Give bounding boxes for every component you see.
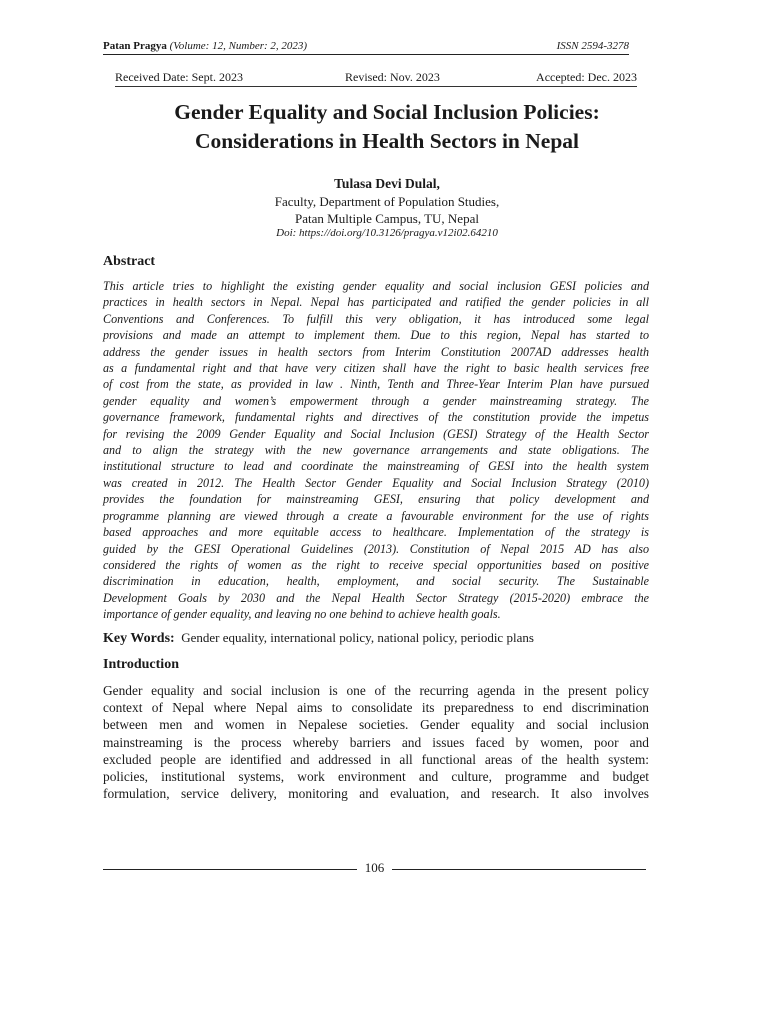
abstract-line: provides the foundation for mainstreaming GESI, ensuring that policy development and bbox=[103, 492, 649, 507]
introduction-heading: Introduction bbox=[103, 657, 179, 672]
doi-link[interactable]: Doi: https://doi.org/10.3126/pragya.v12i02.64210 bbox=[276, 227, 498, 239]
abstract-line: as a fundamental right and that have very citizen shall have the right to basic health services free bbox=[103, 361, 649, 376]
page-number: 106 bbox=[364, 860, 385, 875]
intro-line: policies, institutional systems, work environment and culture, programme and budget bbox=[103, 769, 649, 785]
abstract-line: of cost from the state, as provided in law . Ninth, Tenth and Three-Year Interim Plan have pursued bbox=[103, 377, 649, 392]
title-line: Gender Equality and Social Inclusion Policies: bbox=[174, 100, 600, 124]
keywords bbox=[103, 630, 534, 647]
journal-volume: (Volume: 12, Number: 2, 2023) bbox=[169, 40, 308, 52]
footer-rule bbox=[392, 869, 646, 870]
footer-rule bbox=[103, 869, 357, 870]
title-line: Considerations in Health Sectors in Nepal bbox=[194, 129, 580, 153]
abstract-line: for revising the 2009 Gender Equality and Social Inclusion (GESI) Strategy of the Health Sector bbox=[103, 426, 649, 441]
intro-line: mainstreaming is the process whereby barriers and issues faced by women, poor and bbox=[103, 734, 649, 750]
received-date: Received Date: Sept. 2023 bbox=[115, 70, 243, 84]
intro-line: context of Nepal where Nepal aims to consolidate its preparedness to end discrimination bbox=[103, 700, 649, 716]
abstract-line: This article tries to highlight the existing gender equality and social inclusion GESI policies and bbox=[103, 279, 649, 293]
article-title bbox=[100, 98, 674, 156]
intro-line: formulation, service delivery, monitoring and evaluation, and research. It also involves bbox=[103, 786, 649, 802]
abstract-line: Development Goals by 2030 and the Nepal Health Sector Strategy (2015-2020) embrace the bbox=[103, 590, 649, 605]
intro-line: Gender equality and social inclusion is one of the recurring agenda in the present policy bbox=[103, 683, 649, 698]
abstract-line: Conventions and Conferences. To fulfill this very obligation, it has introduced some legal bbox=[103, 311, 649, 326]
abstract-line: guided by the GESI Operational Guidelines (2013). Constitution of Nepal 2015 AD has also bbox=[103, 541, 649, 556]
author-affiliation: Faculty, Department of Population Studies, bbox=[274, 194, 500, 209]
abstract-line: based approaches and more equitable access to healthcare. Implementation of the strategy is bbox=[103, 525, 649, 540]
abstract-line: practices in health sectors in Nepal. Nepal has participated and ratified the gender policies in all bbox=[103, 295, 649, 310]
revised-date: Revised: Nov. 2023 bbox=[345, 70, 440, 84]
abstract-line: governance framework, fundamental rights and directives of the constitution provide the impetus bbox=[103, 410, 649, 425]
abstract-line: importance of gender equality, and leaving no one behind to achieve health goals. bbox=[103, 607, 501, 622]
issn: ISSN 2594-3278 bbox=[556, 40, 629, 52]
abstract-line: address the gender issues in health sectors from Interim Constitution 2007AD addresses health bbox=[103, 344, 649, 359]
abstract-line: was created in 2012. The Health Sector Gender Equality and Social Inclusion Strategy (2010) bbox=[103, 475, 649, 490]
running-header bbox=[103, 40, 629, 55]
keywords-text: Gender equality, international policy, national policy, periodic plans bbox=[181, 630, 534, 645]
submission-dates bbox=[115, 70, 637, 87]
abstract-line: provisions and made an attempt to implement them. Due to this region, Nepal has started to bbox=[103, 328, 649, 343]
abstract-line: considered the rights of women as the right to receive special opportunities based on positive bbox=[103, 557, 649, 572]
journal-citation bbox=[103, 40, 307, 52]
introduction-body bbox=[103, 682, 649, 802]
abstract-line: discrimination in education, health, employment, and social security. The Sustainable bbox=[103, 574, 649, 589]
author-name: Tulasa Devi Dulal, bbox=[334, 176, 440, 191]
keywords-label: Key Words: bbox=[103, 631, 175, 646]
intro-line: between men and women in Nepalese societies. Gender equality and social inclusion bbox=[103, 717, 649, 733]
abstract-line: and to align the strategy with the new governance arrangements and state obligations. The bbox=[103, 443, 649, 458]
author-affiliation: Patan Multiple Campus, TU, Nepal bbox=[295, 211, 479, 226]
accepted-date: Accepted: Dec. 2023 bbox=[536, 70, 637, 84]
intro-line: excluded people are identified and addressed in all functional areas of the health system: bbox=[103, 751, 649, 767]
abstract-heading: Abstract bbox=[103, 254, 156, 269]
abstract-body bbox=[103, 278, 649, 623]
abstract-line: programme planning are viewed through a create a favourable environment for the use of rights bbox=[103, 508, 649, 523]
abstract-line: gender equality and women’s empowerment through a gender mainstreaming strategy. The bbox=[103, 393, 649, 408]
abstract-line: institutional structure to lead and coordinate the mainstreaming of GESI into the health system bbox=[103, 459, 649, 474]
journal-name: Patan Pragya bbox=[103, 40, 167, 52]
